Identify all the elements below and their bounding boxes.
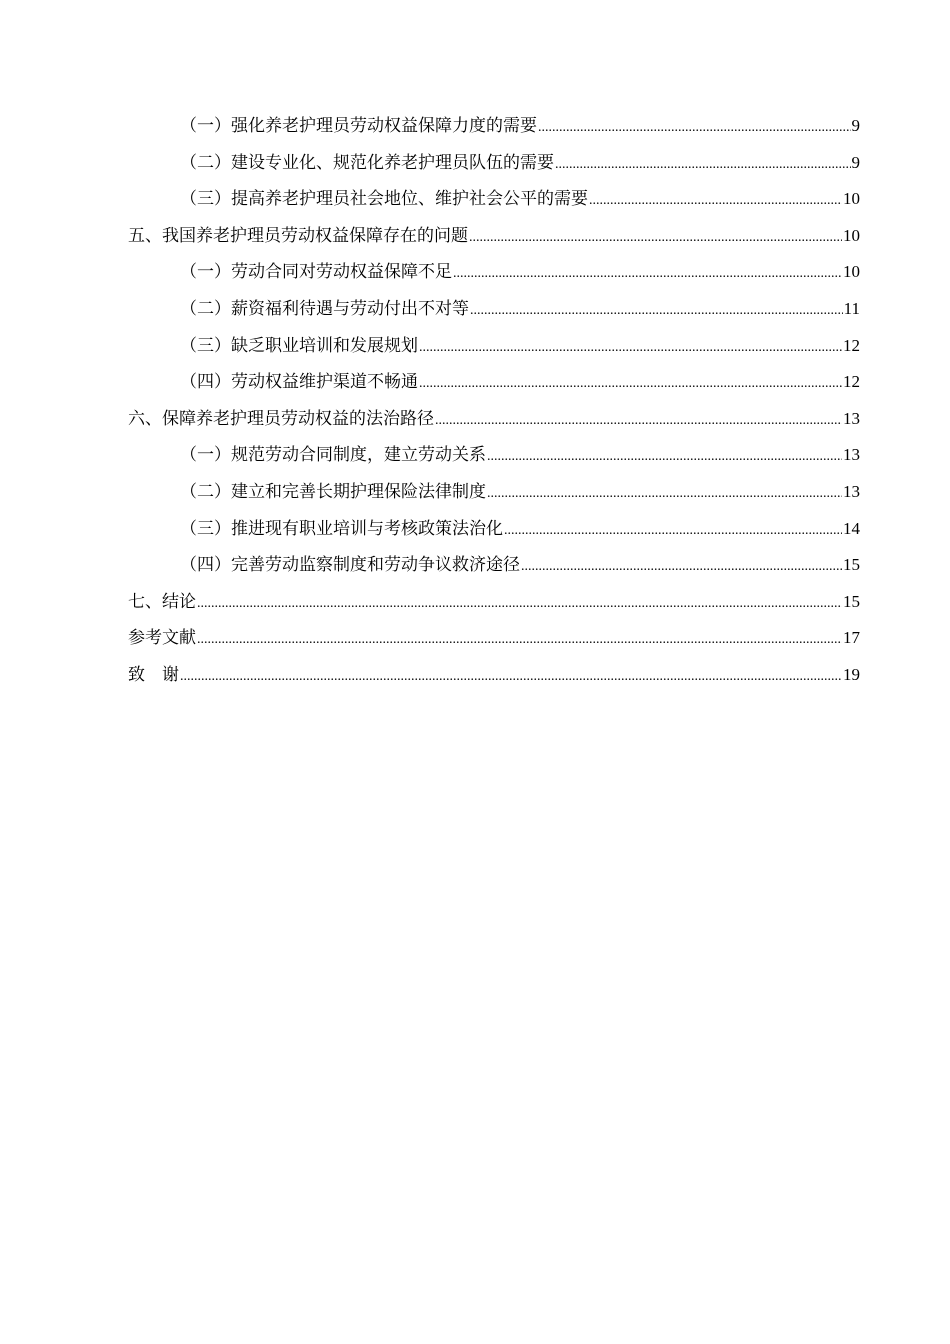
toc-chapter-entry[interactable] [128,218,860,255]
toc-entry[interactable] [128,437,860,474]
toc-entry-title: 参考文献 [128,628,196,649]
toc-entry-page: 15 [843,591,860,611]
toc-entry-title: 致 谢 [128,664,179,685]
toc-entry-page: 9 [851,152,860,172]
toc-dot-leader [419,366,842,403]
toc-entry[interactable] [128,108,860,145]
toc-chapter-entry[interactable] [128,657,860,694]
toc-entry-title: （一）强化养老护理员劳动权益保障力度的需要 [180,116,537,136]
toc-entry-title: （二）薪资福利待遇与劳动付出不对等 [180,298,469,319]
toc-entry-page: 12 [843,372,860,392]
toc-dot-leader [453,256,842,293]
toc-dot-leader [538,110,851,147]
toc-entry[interactable] [128,474,860,511]
toc-dot-leader [521,549,842,586]
toc-entry-title: （二）建立和完善长期护理保险法律制度 [180,481,486,502]
toc-dot-leader [470,293,843,330]
toc-dot-leader [197,622,842,659]
toc-dot-leader [435,403,842,440]
toc-entry-title: 七、结论 [128,591,196,612]
toc-entry-page: 17 [843,628,860,648]
toc-entry-page: 11 [843,298,860,318]
toc-chapter-entry[interactable] [128,620,860,657]
toc-entry[interactable] [128,181,860,218]
toc-entry-page: 13 [843,445,860,465]
toc-entry-page: 9 [851,116,860,135]
toc-dot-leader [487,476,842,513]
toc-dot-leader [197,586,842,623]
toc-dot-leader [180,659,842,696]
toc-entry-page: 13 [843,481,860,501]
toc-entry-page: 10 [843,262,860,282]
toc-entry-title: （一）规范劳动合同制度，建立劳动关系 [180,445,486,466]
toc-dot-leader [589,183,842,220]
toc-entry-page: 13 [843,408,860,428]
toc-entry[interactable] [128,328,860,365]
toc-entry-title: （一）劳动合同对劳动权益保障不足 [180,262,452,283]
toc-entry[interactable] [128,547,860,584]
toc-entry-title: （二）建设专业化、规范化养老护理员队伍的需要 [180,152,554,173]
toc-entry-title: 五、我国养老护理员劳动权益保障存在的问题 [128,225,468,246]
toc-dot-leader [504,513,842,550]
toc-entry[interactable] [128,291,860,328]
table-of-contents [128,108,860,694]
toc-entry[interactable] [128,254,860,291]
toc-entry[interactable] [128,145,860,182]
toc-entry-page: 14 [843,518,860,538]
toc-entry-title: （四）完善劳动监察制度和劳动争议救济途径 [180,555,520,576]
toc-entry[interactable] [128,364,860,401]
toc-entry-title: 六、保障养老护理员劳动权益的法治路径 [128,408,434,429]
toc-entry-title: （三）推进现有职业培训与考核政策法治化 [180,518,503,539]
toc-entry-page: 10 [843,225,860,245]
toc-entry-page: 15 [843,555,860,575]
toc-entry-title: （三）缺乏职业培训和发展规划 [180,335,418,356]
toc-dot-leader [419,330,842,367]
toc-chapter-entry[interactable] [128,401,860,438]
toc-dot-leader [555,147,851,184]
toc-dot-leader [487,439,842,476]
toc-entry-title: （四）劳动权益维护渠道不畅通 [180,372,418,393]
toc-dot-leader [469,220,842,257]
toc-entry-page: 10 [843,189,860,209]
toc-entry-title: （三）提高养老护理员社会地位、维护社会公平的需要 [180,189,588,210]
toc-entry-page: 19 [843,664,860,684]
toc-entry-page: 12 [843,335,860,355]
toc-chapter-entry[interactable] [128,584,860,621]
toc-entry[interactable] [128,511,860,548]
